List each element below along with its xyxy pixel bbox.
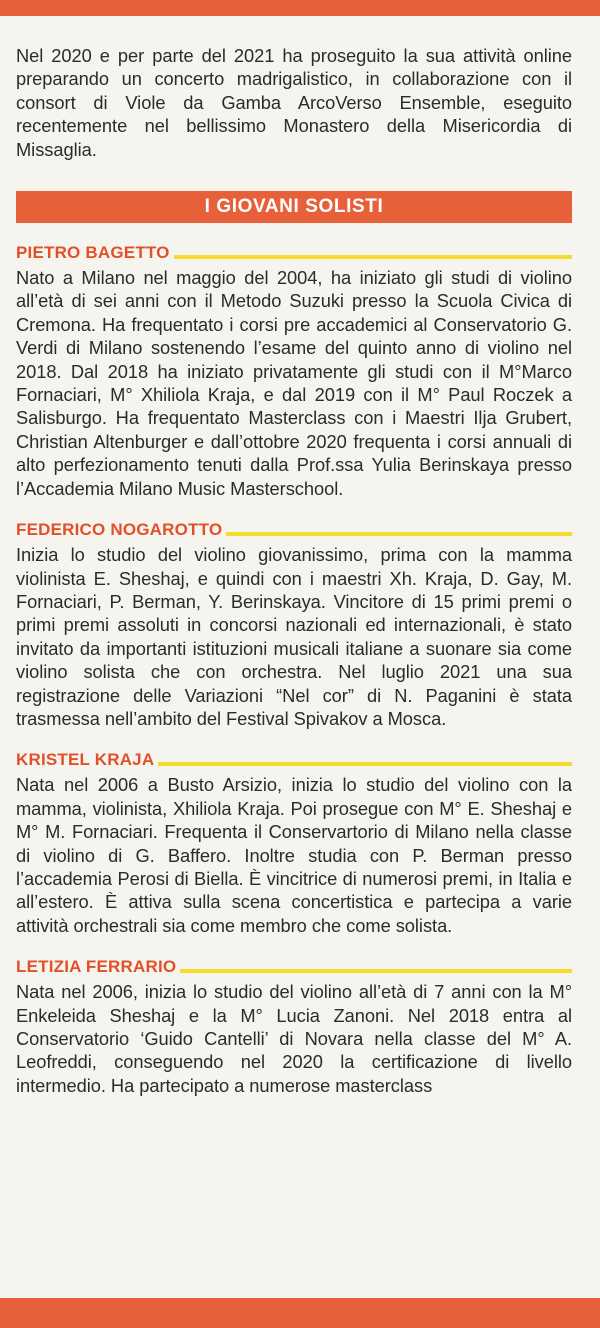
- soloist-bio: Inizia lo studio del violino giovanissimo, prima con la mamma violinista E. Sheshaj, e quindi con i maestri Xh. Kraja, D. Gay, M. Fornaciari, P. Berman, Y. Berinskaya. Vincitore di 15 primi premi o primi premi assoluti in concorsi nazionali ed internazionali, è stato invitato da importanti istituzioni musicali italiane a suonare sia come violino solista che con orchestra. Nel luglio 2021 una sua registrazione delle Variazioni “Nel cor” di N. Paganini è stata trasmessa nell’ambito del Festival Spivakov a Mosca.: [16, 544, 572, 729]
- heading-underline: [180, 969, 572, 973]
- soloist-heading-bagetto: [16, 243, 572, 263]
- soloist-bio: Nata nel 2006 a Busto Arsizio, inizia lo studio del violino con la mamma, violinista, Xhiliola Kraja. Poi prosegue con M° E. Sheshaj e M° M. Fornaciari. Frequenta il Conservartorio di Milano nella classe di violino di G. Baffero. Inoltre studia con P. Berman presso l’accademia Perosi di Biella. È vincitrice di numerosi premi, in Italia e all’estero. È attiva sulla scena concertistica e partecipa a varie attività orchestrali sia come membro che come solista.: [16, 774, 572, 936]
- heading-underline: [174, 255, 572, 259]
- intro-paragraph: Nel 2020 e per parte del 2021 ha proseguito la sua attività online preparando un concerto madrigalistico, in collaborazione con il consort di Viole da Gamba ArcoVerso Ensemble, eseguito recentemente nel bellissimo Monastero della Misericordia di Missaglia.: [16, 45, 572, 160]
- soloist-bio: Nato a Milano nel maggio del 2004, ha iniziato gli studi di violino all’età di sei anni con il Metodo Suzuki presso la Scuola Civica di Cremona. Ha frequentato i corsi pre accademici al Conservatorio G. Verdi di Milano sostenendo l’esame del quinto anno di violino nel 2018. Dal 2018 ha iniziato privatamente gli studi con il M°Marco Fornaciari, M° Xhiliola Kraja, e dal 2019 con il M° Paul Roczek a Salisburgo. Ha frequentato Masterclass con i Maestri Ilja Grubert, Christian Altenburger e dall’ottobre 2020 frequenta i corsi annuali di alto perfezionamento tenuti dalla Prof.ssa Yulia Berinskaya presso l’Accademia Milano Music Masterschool.: [16, 267, 572, 499]
- section-banner: I GIOVANI SOLISTI: [16, 191, 572, 223]
- soloist-bio: Nata nel 2006, inizia lo studio del violino all’età di 7 anni con la M° Enkeleida Sheshaj e la M° Lucia Zanoni. Nel 2018 entra al Conservatorio ‘Guido Cantelli’ di Novara nella classe del M° A. Leofreddi, conseguendo nel 2020 la certificazione di livello intermedio. Ha partecipato a numerose masterclass: [16, 981, 572, 1096]
- soloist-heading-nogarotto: [16, 520, 572, 540]
- soloist-heading-kraja: [16, 750, 572, 770]
- top-border-stripe: [0, 0, 600, 16]
- soloist-heading-ferrario: [16, 957, 572, 977]
- bottom-border-stripe: [0, 1298, 600, 1328]
- soloist-name: KRISTEL KRAJA: [16, 750, 155, 770]
- soloist-name: FEDERICO NOGAROTTO: [16, 520, 223, 540]
- heading-underline: [158, 762, 572, 766]
- soloist-name: LETIZIA FERRARIO: [16, 957, 177, 977]
- soloist-name: PIETRO BAGETTO: [16, 243, 170, 263]
- document-body: [16, 44, 572, 1097]
- heading-underline: [226, 532, 572, 536]
